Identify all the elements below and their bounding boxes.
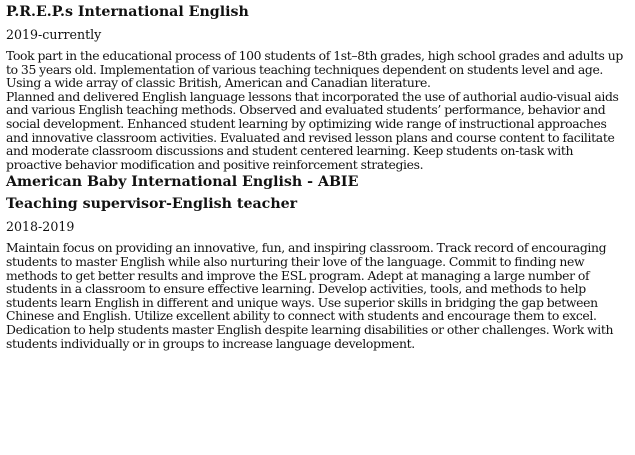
job-description-preps-1: Took part in the educational process of 100 students of 1st–8th grades, high school grades and adults up to 35 years old. Implementation of various teaching techniques dependent on students level and age. Using a wide array of classic British, American and Canadian literature. <box>6 48 623 91</box>
company-name-abie: American Baby International English - ABIE <box>6 174 359 191</box>
company-name-preps: P.R.E.P.s International English <box>6 4 249 20</box>
job-description-preps-2: Planned and delivered English language lessons that incorporated the use of authorial audio-visual aids and various English teaching methods. Observed and evaluated students’ performance, behavior and social development. Enhanced student learning by optimizing wide range of instructional approaches and innovative classroom activities. Evaluated and revised lesson plans and course content to facilitate and moderate classroom discussions and student centered learning. Keep students on-task with proactive behavior modification and positive reinforcement strategies. <box>6 88 619 172</box>
employment-dates-preps: 2019-currently <box>6 27 102 42</box>
job-title-abie: Teaching supervisor-English teacher <box>6 196 298 213</box>
job-description-abie: Maintain focus on providing an innovative, fun, and inspiring classroom. Track record of encouraging students to master English while also nurturing their love of the language. Commit to finding new methods to get better results and improve the ESL program. Adept at managing a large number of students in a classroom to ensure effective learning. Develop activities, tools, and methods to help students learn English in different and unique ways. Use superior skills in bridging the gap between Chinese and English. Utilize excellent ability to connect with students and encourage them to excel. Dedication to help students master English despite learning disabilities or other challenges. Work with students individually or in groups to increase language development. <box>6 240 614 351</box>
employment-dates-abie: 2018-2019 <box>6 219 75 235</box>
